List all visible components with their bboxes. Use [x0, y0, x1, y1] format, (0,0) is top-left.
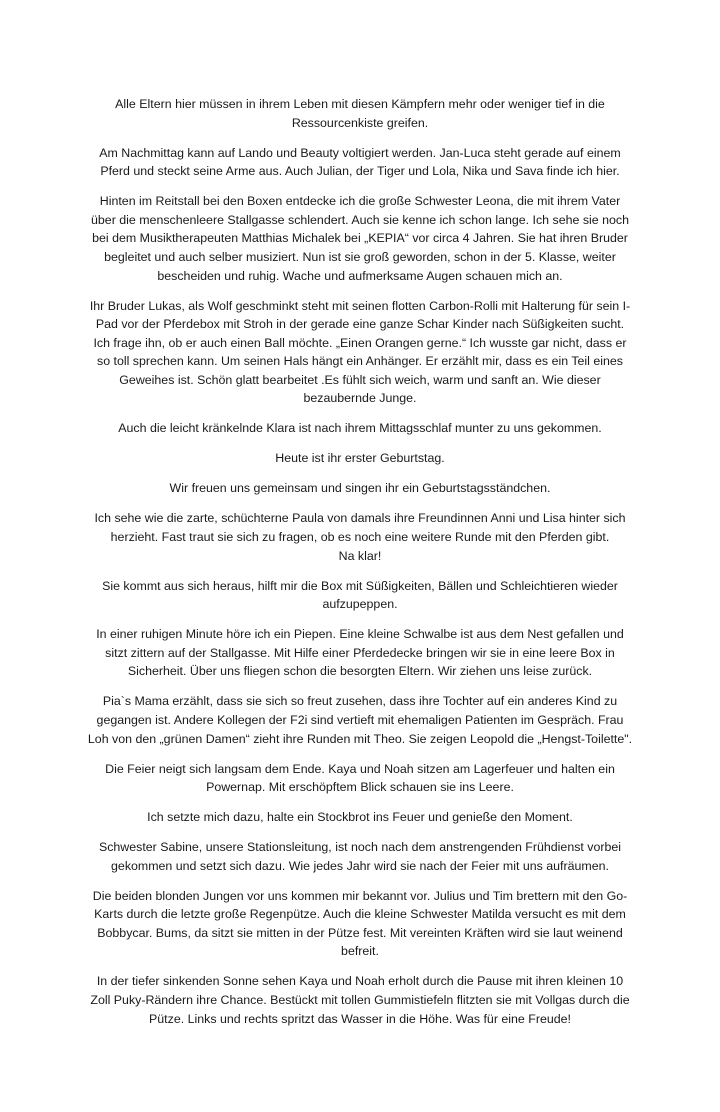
paragraph-box: Sie kommt aus sich heraus, hilft mir die Box mit Süßigkeiten, Bällen und Schleichtieren wieder aufzupeppen. [102, 578, 618, 612]
paragraph-paula: Ich sehe wie die zarte, schüchterne Paula von damals ihre Freundinnen Anni und Lisa hinter sich herzieht. Fast traut sie sich zu fragen, ob es noch eine weitere Runde mit den Pferden gibt. Na klar! [94, 511, 626, 563]
paragraph-sabine: Schwester Sabine, unsere Stationsleitung, ist noch nach dem anstrengenden Frühdienst vorbei gekommen und setzt sich dazu. Wie jedes Jahr wird sie nach der Feier mit uns aufräumen. [98, 840, 622, 873]
paragraph-klara: Auch die leicht kränkelnde Klara ist nach ihrem Mittagsschlaf munter zu uns gekommen. [118, 421, 602, 436]
paragraph-campfire: Die Feier neigt sich langsam dem Ende. Kaya und Noah sitzen am Lagerfeuer und halten ein Powernap. Mit erschöpftem Blick schauen sie ins Leere. [105, 761, 615, 795]
paragraph-stockbrot: Ich setzte mich dazu, halte ein Stockbrot ins Feuer und genieße den Moment. [147, 810, 573, 825]
paragraph-swallow: In einer ruhigen Minute höre ich ein Piepen. Eine kleine Schwalbe ist aus dem Nest gefallen und sitzt zittern auf der Stallgasse. Mit Hilfe einer Pferdedecke bringen wir sie in eine leere Box in Sicherheit. Über uns fliegen schon die besorgten Eltern. Wir ziehen uns leise zurück. [96, 627, 624, 679]
paragraph-birthday: Heute ist ihr erster Geburtstag. [275, 451, 445, 466]
paragraph-go-karts: Die beiden blonden Jungen vor uns kommen mir bekannt vor. Julius und Tim brettern mit den Go-Karts durch die letzte große Regenpütze. Auch die kleine Schwester Matilda versucht es mit dem Bobbycar. Bums, da sitzt sie mitten in der Pütze fest. Mit vereinten Kräften wird sie laut weinend befreit. [92, 888, 628, 959]
paragraph-puddle: In der tiefer sinkenden Sonne sehen Kaya und Noah erholt durch die Pause mit ihren kleinen 10 Zoll Puky-Rändern ihre Chance. Bestückt mit tollen Gummistiefeln flitzten sie mit Vollgas durch die Pütze. Links und rechts spritzt das Wasser in die Höhe. Was für eine Freude! [90, 974, 630, 1026]
paragraph-vaulting: Am Nachmittag kann auf Lando und Beauty voltigiert werden. Jan-Luca steht gerade auf einem Pferd und steckt seine Arme aus. Auch Julian, der Tiger und Lola, Nika und Sava finde ich hier. [99, 145, 621, 179]
paragraph-lukas: Ihr Bruder Lukas, als Wolf geschminkt steht mit seinen flotten Carbon-Rolli mit Halterung für sein I-Pad vor der Pferdebox mit Stroh in der gerade eine ganze Schar Kinder nach Süßigkeiten sucht. Ich frage ihn, ob er auch einen Ball möchte. „Einen Orangen gerne.“ Ich wusste gar nicht, dass er so toll sprechen kann. Um seinen Hals hängt ein Anhänger. Er erzählt mir, dass es ein Teil eines Geweihes ist. Schön glatt bearbeitet .Es fühlt sich weich, warm und sanft an. Wie dieser bezaubernde Junge. [89, 298, 631, 406]
document-page [86, 95, 634, 1040]
paragraph-resources: Alle Eltern hier müssen in ihrem Leben mit diesen Kämpfern mehr oder weniger tief in die Ressourcenkiste greifen. [115, 97, 605, 130]
paragraph-leona: Hinten im Reitstall bei den Boxen entdecke ich die große Schwester Leona, die mit ihrem Vater über die menschenleere Stallgasse schlendert. Auch sie kenne ich schon lange. Ich sehe sie noch bei dem Musiktherapeuten Matthias Michalek bei „KEPIA“ vor circa 4 Jahren. Sie hat ihren Bruder begleitet und auch selber musiziert. Nun ist sie groß geworden, schon in der 5. Klasse, weiter bescheiden und ruhig. Wache und aufmerksame Augen schauen mich an. [91, 194, 629, 283]
paragraph-singing: Wir freuen uns gemeinsam und singen ihr ein Geburtstagsständchen. [169, 481, 551, 496]
paragraph-pia: Pia`s Mama erzählt, dass sie sich so freut zusehen, dass ihre Tochter auf ein anderes Kind zu gegangen ist. Andere Kollegen der F2i sind vertieft mit ehemaligen Patienten im Gespräch. Frau Loh von den „grünen Damen“ zieht ihre Runden mit Theo. Sie zeigen Leopold die „Hengst-Toilette". [87, 694, 633, 746]
